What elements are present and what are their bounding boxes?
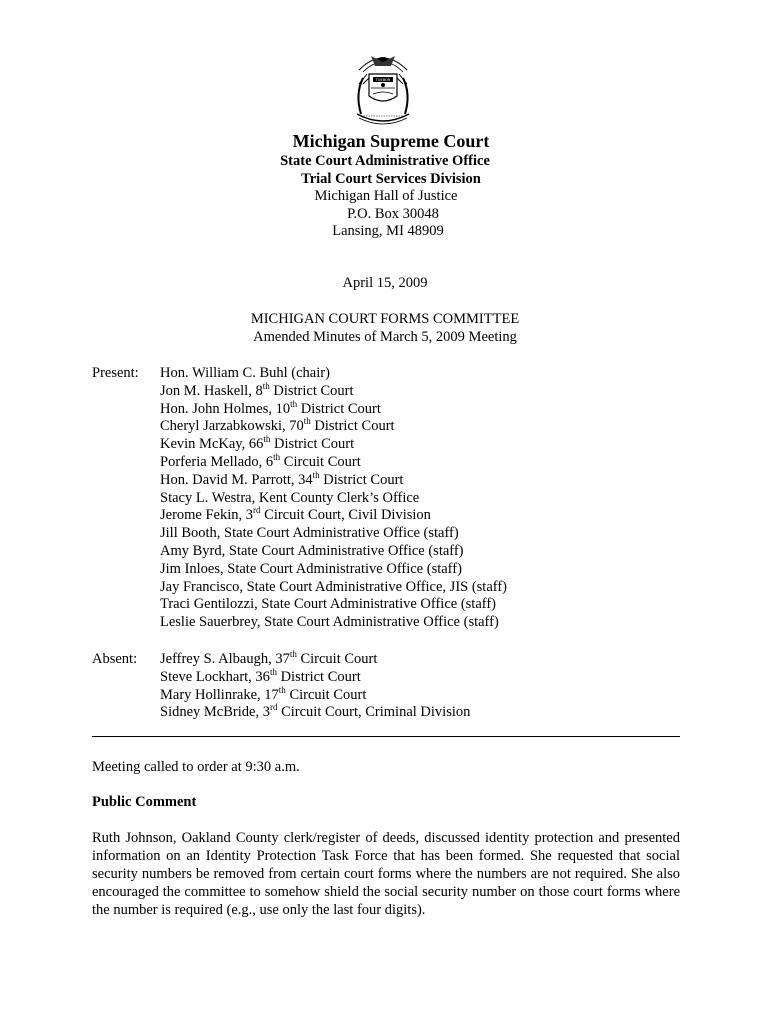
member-court: Circuit Court (285, 686, 367, 703)
absent-member (160, 668, 470, 686)
member-name: Cheryl Jarzabkowski, 70 (160, 418, 304, 435)
member-court: District Court (270, 436, 355, 453)
member-name: Sidney McBride, 3 (160, 704, 270, 721)
public-comment-heading: Public Comment (92, 794, 197, 810)
member-name: Steve Lockhart, 36 (160, 668, 270, 685)
member-name: Stacy L. Westra, Kent County Clerk’s Office (160, 489, 420, 506)
division-name: Trial Court Services Division (301, 171, 481, 187)
member-name: Jim Inloes, State Court Administrative Office (staff) (160, 560, 462, 577)
court-name: Michigan Supreme Court (292, 131, 490, 151)
member-court: District Court (276, 668, 361, 685)
ordinal-suffix: th (289, 649, 297, 659)
section-divider (92, 736, 680, 737)
present-member (160, 560, 507, 578)
member-name: Jon M. Haskell, 8 (160, 382, 263, 399)
public-comment-body: Ruth Johnson, Oakland County clerk/register of deeds, discussed identity protection and presented information on an Identity Protection Task Force that has been formed. She requested that social security numbers be removed from certain court forms where the numbers are not required. She also encouraged the committee to somehow shield the social security number on those court forms where the number is required (e.g., use only the last four digits). (92, 830, 680, 918)
called-to-order: Meeting called to order at 9:30 a.m. (92, 759, 300, 775)
absent-member (160, 686, 470, 704)
ordinal-suffix: th (273, 451, 281, 462)
document-date: April 15, 2009 (342, 275, 428, 291)
present-list (160, 364, 507, 631)
member-court: District Court (297, 400, 381, 417)
member-name: Traci Gentilozzi, State Court Administrative Office (staff) (160, 596, 496, 613)
member-court: Circuit Court, Civil Division (260, 507, 431, 524)
member-court: District Court (319, 471, 404, 488)
member-court: Circuit Court (280, 453, 361, 470)
address-line-2: P.O. Box 30048 (347, 206, 439, 222)
address-line-1: Michigan Hall of Justice (314, 188, 458, 204)
present-member (160, 595, 507, 613)
present-member (160, 417, 507, 435)
present-member (160, 364, 507, 382)
committee-title: MICHIGAN COURT FORMS COMMITTEE (250, 311, 520, 327)
present-member (160, 382, 507, 400)
svg-text:TUEBOR: TUEBOR (375, 78, 391, 82)
present-label: Present: (92, 365, 139, 381)
member-court: Circuit Court, Criminal Division (277, 704, 471, 721)
member-name: Hon. David M. Parrott, 34 (160, 471, 313, 488)
eagle-icon (371, 56, 395, 66)
address-line-3: Lansing, MI 48909 (332, 223, 444, 239)
member-name: Jeffrey S. Albaugh, 37 (160, 651, 290, 667)
present-member (160, 613, 507, 631)
member-name: Kevin McKay, 66 (160, 436, 264, 453)
ordinal-suffix: th (263, 434, 271, 445)
present-member (160, 578, 507, 596)
ordinal-suffix: th (290, 398, 298, 409)
absent-member (160, 650, 470, 668)
member-name: Jill Booth, State Court Administrative Office (staff) (160, 525, 459, 542)
office-name: State Court Administrative Office (280, 153, 490, 169)
present-member (160, 542, 507, 560)
ordinal-suffix: th (303, 416, 311, 427)
present-member (160, 489, 507, 507)
present-member (160, 435, 507, 453)
ordinal-suffix: th (269, 666, 277, 677)
member-name: Mary Hollinrake, 17 (160, 686, 279, 703)
ordinal-suffix: th (262, 380, 270, 391)
member-name: Amy Byrd, State Court Administrative Office (staff) (160, 542, 464, 559)
member-court: Circuit Court (296, 651, 378, 667)
member-name: Porferia Mellado, 6 (160, 453, 274, 470)
minutes-title: Amended Minutes of March 5, 2009 Meeting (253, 329, 517, 345)
member-court: District Court (269, 382, 354, 399)
member-name: Jerome Fekin, 3 (160, 507, 254, 524)
seal-bottom-banner (357, 114, 409, 121)
member-name: Jay Francisco, State Court Administrative Office, JIS (staff) (160, 578, 507, 595)
member-name: Hon. John Holmes, 10 (160, 400, 291, 417)
ordinal-suffix: rd (269, 702, 278, 713)
absent-list (160, 650, 470, 721)
absent-label: Absent: (92, 651, 138, 667)
absent-member (160, 703, 470, 721)
member-name: Hon. William C. Buhl (chair) (160, 365, 330, 381)
present-member (160, 400, 507, 418)
present-member (160, 524, 507, 542)
michigan-state-seal (349, 44, 417, 128)
ordinal-suffix: rd (253, 505, 261, 516)
present-member (160, 471, 507, 489)
ordinal-suffix: th (278, 684, 286, 695)
present-member (160, 453, 507, 471)
present-member (160, 506, 507, 524)
member-name: Leslie Sauerbrey, State Court Administrative Office (staff) (160, 614, 499, 631)
ordinal-suffix: th (312, 469, 320, 480)
member-court: District Court (310, 418, 395, 435)
